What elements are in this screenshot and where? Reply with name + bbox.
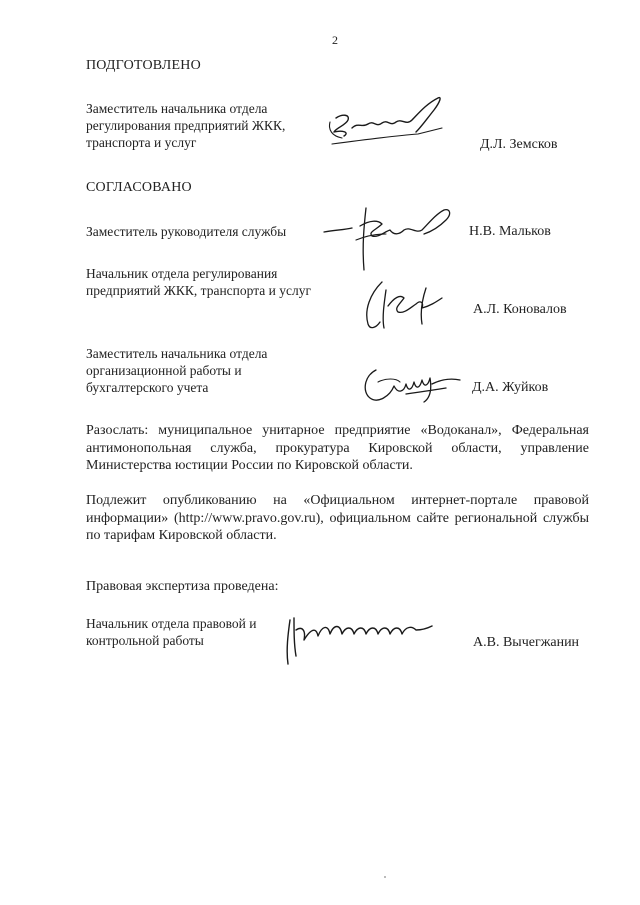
agreed-signatory-name: Д.А. Жуйков — [472, 380, 549, 395]
signature-zemskov — [322, 92, 462, 154]
signature-vychegzhanin — [282, 600, 442, 670]
page-number: 2 — [332, 33, 338, 47]
prepared-signatory-name: Д.Л. Земсков — [480, 137, 558, 152]
agreed-signatory-title: Заместитель начальника отдела организационной работы и бухгалтерского учета — [86, 346, 268, 395]
agreed-signatory-name: Н.В. Мальков — [469, 224, 551, 239]
scan-speck — [384, 876, 386, 878]
legal-review-note: Правовая экспертиза проведена: — [86, 579, 279, 594]
prepared-signatory-title: Заместитель начальника отдела регулирования предприятий ЖКК, транспорта и услуг — [86, 101, 286, 150]
signature-malkov — [320, 196, 480, 276]
signature-konovalov — [360, 272, 460, 336]
agreed-signatory-name: А.Л. Коновалов — [473, 302, 567, 317]
legal-review-signatory-title: Начальник отдела правовой и контрольной работы — [86, 616, 257, 648]
distribution-paragraph: Разослать: муниципальное унитарное предприятие «Водоканал», Федеральная антимонопольная служба, прокуратура Кировской области, управление Министерства юстиции России по Кировской области. — [86, 423, 589, 473]
signature-zhuikov — [360, 360, 470, 408]
legal-review-signatory-name: А.В. Вычегжанин — [473, 635, 580, 650]
agreed-signatory-title: Начальник отдела регулирования предприятий ЖКК, транспорта и услуг — [86, 266, 312, 298]
prepared-heading: ПОДГОТОВЛЕНО — [86, 58, 201, 73]
publication-paragraph: Подлежит опубликованию на «Официальном интернет-портале правовой информации» (http://www.pravo.gov.ru), официальном сайте региональной службы по тарифам Кировской области. — [86, 493, 589, 543]
agreed-heading: СОГЛАСОВАНО — [86, 180, 192, 195]
agreed-signatory-title: Заместитель руководителя службы — [86, 224, 287, 239]
